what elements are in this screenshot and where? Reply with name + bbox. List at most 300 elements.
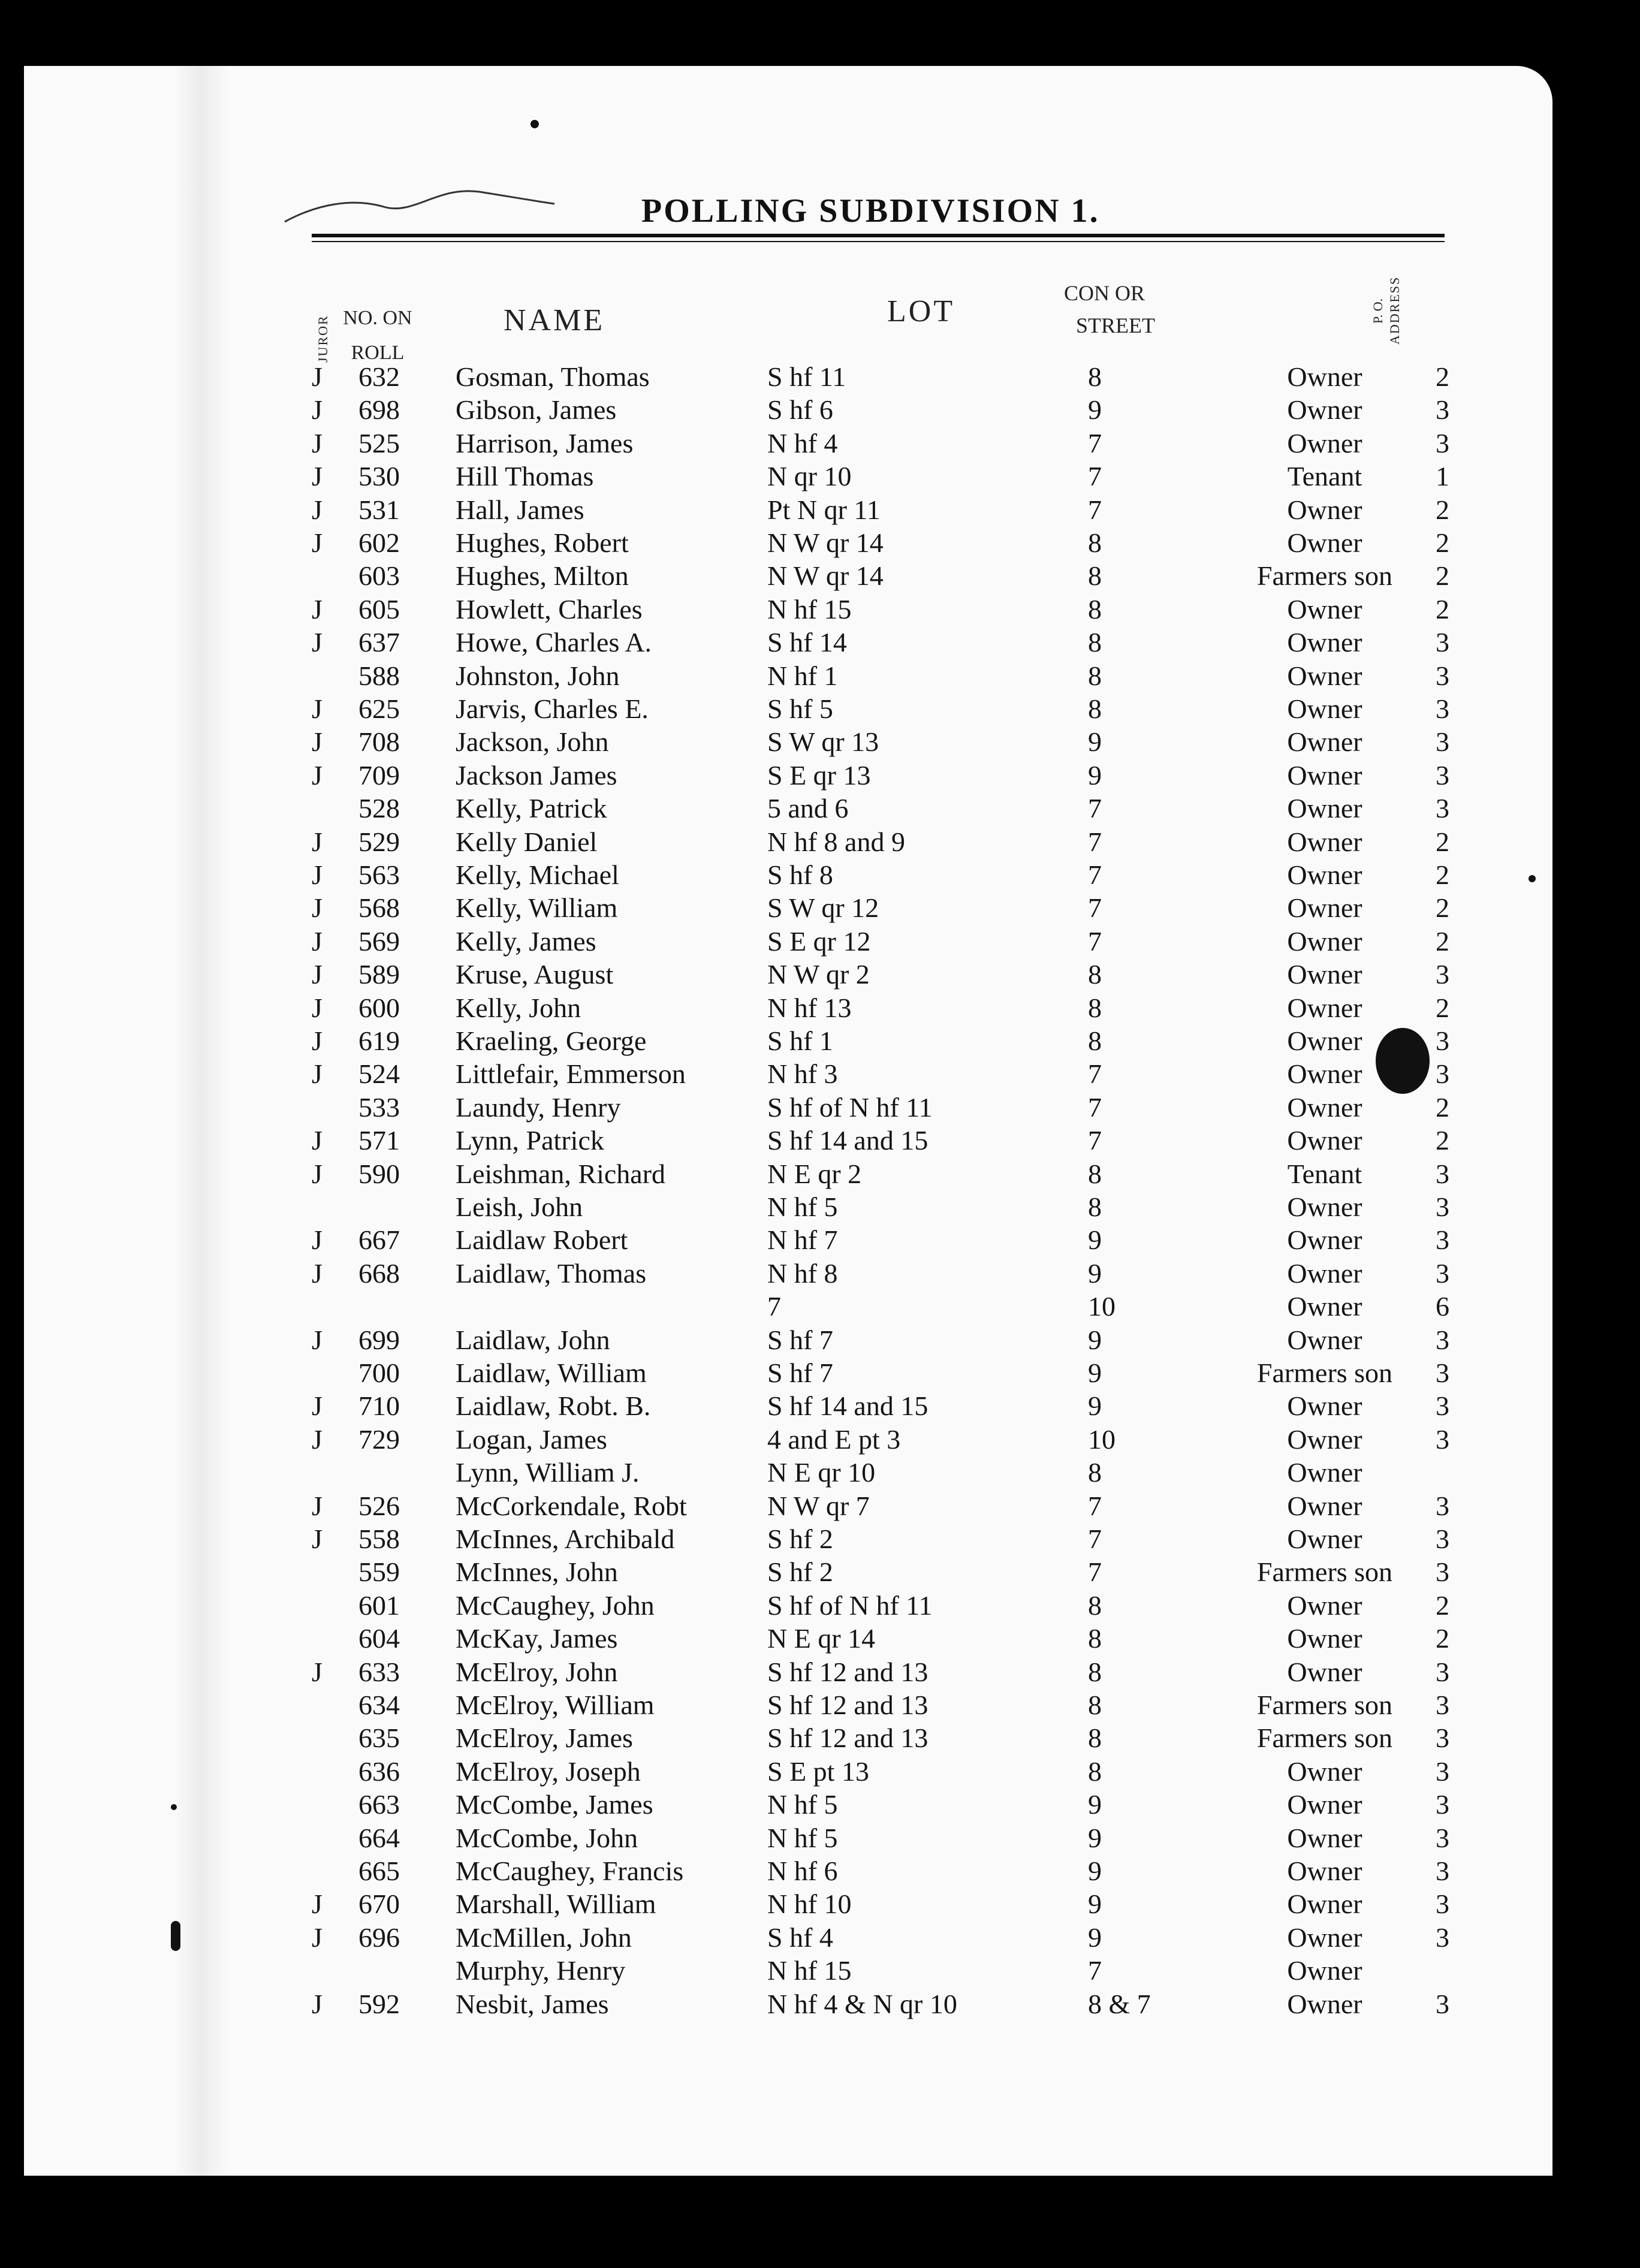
po-address: 3 (1436, 1192, 1449, 1222)
table-row (24, 1922, 1552, 1955)
juror-mark: J (312, 494, 322, 525)
tenure-status: Owner (1287, 1291, 1362, 1322)
table-row (24, 1556, 1552, 1590)
concession: 7 (1088, 826, 1102, 857)
concession: 7 (1088, 1490, 1102, 1521)
tenure-status: Owner (1287, 1324, 1362, 1355)
concession: 9 (1088, 394, 1102, 426)
lot-description: N hf 4 (767, 427, 838, 459)
tenure-status: Owner (1287, 1058, 1362, 1090)
table-row (24, 1224, 1552, 1257)
juror-header: JUROR (315, 315, 330, 363)
lot-description: S E qr 13 (767, 759, 871, 791)
tenure-status: Owner (1287, 1756, 1362, 1787)
tenure-status: Owner (1287, 394, 1362, 426)
tenure-status: Tenant (1287, 461, 1362, 492)
ink-speck (530, 120, 539, 128)
voter-name: Marshall, William (456, 1889, 656, 1920)
concession: 9 (1088, 1257, 1102, 1289)
po-address: 3 (1436, 1557, 1449, 1588)
concession: 7 (1088, 1955, 1102, 1986)
concession: 7 (1088, 793, 1102, 824)
tenure-status: Farmers son (1256, 1690, 1393, 1720)
concession: 7 (1088, 1091, 1102, 1123)
roll-number: 619 (358, 1026, 400, 1056)
table-row (24, 859, 1552, 892)
concession: 9 (1088, 1225, 1102, 1256)
lot-description: S hf 12 and 13 (767, 1690, 928, 1720)
tenure-status: Owner (1287, 1225, 1362, 1256)
lot-description: S hf 1 (767, 1026, 833, 1056)
po-address: 2 (1436, 925, 1449, 957)
po-address: 3 (1436, 660, 1449, 691)
voter-name: McElroy, John (456, 1656, 618, 1687)
juror-mark: J (312, 759, 322, 791)
concession: 10 (1088, 1423, 1116, 1455)
table-row (24, 427, 1552, 461)
juror-mark: J (312, 627, 322, 658)
tenure-status: Owner (1287, 1192, 1362, 1222)
lot-description: N qr 10 (767, 461, 852, 492)
table-row (24, 1722, 1552, 1756)
roll-number: 634 (358, 1690, 400, 1720)
juror-mark: J (312, 461, 322, 492)
lot-description: N hf 8 (767, 1257, 838, 1289)
po-address: 6 (1436, 1291, 1449, 1322)
concession: 8 (1088, 1756, 1102, 1787)
juror-mark: J (312, 826, 322, 857)
tenure-status: Owner (1287, 1423, 1362, 1455)
tenure-status: Owner (1287, 1889, 1362, 1920)
table-row (24, 1756, 1552, 1789)
tenure-status: Owner (1287, 992, 1362, 1023)
roll-number: 603 (358, 560, 400, 592)
juror-mark: J (312, 394, 322, 426)
voter-name: Kelly, Michael (456, 859, 619, 890)
concession: 9 (1088, 1391, 1102, 1422)
tenure-status: Owner (1287, 1524, 1362, 1554)
juror-mark: J (312, 527, 322, 558)
tenure-status: Owner (1287, 494, 1362, 525)
tenure-status: Owner (1287, 1656, 1362, 1687)
table-row (24, 1158, 1552, 1192)
juror-mark: J (312, 1490, 322, 1521)
roll-number: 637 (358, 627, 400, 658)
po-address: 2 (1436, 361, 1449, 392)
roll-number: 710 (358, 1391, 400, 1422)
table-row (24, 560, 1552, 593)
po-address: 2 (1436, 560, 1449, 592)
concession: 9 (1088, 1789, 1102, 1820)
tenure-status: Owner (1287, 892, 1362, 924)
concession: 8 (1088, 593, 1102, 625)
voter-name: Kruse, August (456, 959, 614, 990)
juror-mark: J (312, 1656, 322, 1687)
po-address: 3 (1436, 1391, 1449, 1422)
po-address: 3 (1436, 1225, 1449, 1256)
con-street-header: CON OR STREET (1064, 281, 1155, 337)
roll-number: 605 (358, 593, 400, 625)
lot-description: S E qr 12 (767, 925, 871, 957)
concession: 7 (1088, 859, 1102, 890)
voter-name: McCombe, James (456, 1789, 653, 1820)
concession: 9 (1088, 1358, 1102, 1388)
juror-mark: J (312, 1988, 322, 2019)
table-row (24, 992, 1552, 1026)
tenure-status: Owner (1287, 1988, 1362, 2019)
po-address: 3 (1436, 1723, 1449, 1754)
voter-name: Jackson, John (456, 726, 609, 758)
tenure-status: Owner (1287, 1457, 1362, 1488)
lot-description: N hf 5 (767, 1192, 838, 1222)
tenure-status: Farmers son (1256, 560, 1393, 592)
lot-description: N W qr 14 (767, 560, 884, 592)
po-address: 3 (1436, 726, 1449, 758)
voter-name: Johnston, John (456, 660, 620, 691)
table-row (24, 892, 1552, 925)
po-address: 3 (1436, 394, 1449, 426)
tenure-status: Tenant (1287, 1158, 1362, 1189)
voter-name: Laidlaw Robert (456, 1225, 628, 1256)
table-row (24, 1822, 1552, 1856)
tenure-status: Owner (1287, 660, 1362, 691)
roll-number: 588 (358, 660, 400, 691)
lot-description: N hf 13 (767, 992, 852, 1023)
po-address: 2 (1436, 892, 1449, 924)
roll-number: 709 (358, 759, 400, 791)
lot-description: N hf 8 and 9 (767, 826, 905, 857)
tenure-status: Owner (1287, 1125, 1362, 1156)
tenure-status: Owner (1287, 1026, 1362, 1056)
po-address: 3 (1436, 1922, 1449, 1953)
table-row (24, 1490, 1552, 1524)
tenure-status: Owner (1287, 1789, 1362, 1820)
table-row (24, 792, 1552, 826)
roll-number: 530 (358, 461, 400, 492)
lot-description: S hf 8 (767, 859, 833, 890)
table-row (24, 1290, 1552, 1324)
tenure-status: Farmers son (1256, 1723, 1393, 1754)
roll-number: 592 (358, 1988, 400, 2019)
voter-name: McElroy, William (456, 1690, 655, 1720)
po-address: 3 (1436, 1524, 1449, 1554)
table-row (24, 726, 1552, 759)
concession: 8 (1088, 1026, 1102, 1056)
roll-number: 670 (358, 1889, 400, 1920)
table-row (24, 1523, 1552, 1557)
po-address: 3 (1436, 1856, 1449, 1886)
concession: 8 (1088, 1623, 1102, 1654)
tenure-status: Owner (1287, 1623, 1362, 1654)
concession: 8 (1088, 992, 1102, 1023)
concession: 8 (1088, 1656, 1102, 1687)
table-row (24, 1091, 1552, 1125)
lot-description: N hf 3 (767, 1058, 838, 1090)
juror-mark: J (312, 1058, 322, 1090)
concession: 8 (1088, 1723, 1102, 1754)
concession: 7 (1088, 461, 1102, 492)
juror-mark: J (312, 925, 322, 957)
voter-name: Leishman, Richard (456, 1158, 666, 1189)
juror-mark: J (312, 427, 322, 459)
lot-description: N W qr 7 (767, 1490, 870, 1521)
table-row (24, 1390, 1552, 1423)
roll-number: 533 (358, 1091, 400, 1123)
roll-number: 625 (358, 693, 400, 724)
voter-name: Jackson James (456, 759, 617, 791)
roll-number: 569 (358, 925, 400, 957)
tenure-status: Owner (1287, 1590, 1362, 1621)
tenure-status: Owner (1287, 1091, 1362, 1123)
voter-name: Laidlaw, Robt. B. (456, 1391, 651, 1422)
voter-name: Laidlaw, William (456, 1358, 647, 1388)
po-address: 2 (1436, 593, 1449, 625)
po-address: 2 (1436, 494, 1449, 525)
table-row (24, 1456, 1552, 1490)
po-address: 2 (1436, 527, 1449, 558)
lot-description: S hf 7 (767, 1324, 833, 1355)
po-address: 2 (1436, 992, 1449, 1023)
table-row (24, 1888, 1552, 1922)
juror-mark: J (312, 992, 322, 1023)
lot-description: S hf 2 (767, 1557, 833, 1588)
table-row (24, 1656, 1552, 1690)
po-address: 3 (1436, 1756, 1449, 1787)
concession: 8 (1088, 660, 1102, 691)
table-row (24, 527, 1552, 560)
tenure-status: Owner (1287, 1490, 1362, 1521)
juror-mark: J (312, 1922, 322, 1953)
concession: 8 (1088, 693, 1102, 724)
table-row (24, 1423, 1552, 1457)
tenure-status: Owner (1287, 527, 1362, 558)
tenure-status: Owner (1287, 859, 1362, 890)
roll-number: 590 (358, 1158, 400, 1189)
voter-name: McKay, James (456, 1623, 618, 1654)
lot-description: S hf of N hf 11 (767, 1590, 933, 1621)
juror-mark: J (312, 1324, 322, 1355)
concession: 8 (1088, 1590, 1102, 1621)
lot-description: N hf 5 (767, 1822, 838, 1853)
roll-number: 589 (358, 959, 400, 990)
voter-name: Logan, James (456, 1423, 607, 1455)
po-address: 3 (1436, 1026, 1449, 1056)
roll-number: 529 (358, 826, 400, 857)
roll-number: 600 (358, 992, 400, 1023)
lot-description: S hf 14 and 15 (767, 1125, 928, 1156)
roll-number: 632 (358, 361, 400, 392)
juror-mark: J (312, 1158, 322, 1189)
juror-mark: J (312, 1423, 322, 1455)
hand-drawn-swoosh (282, 180, 557, 228)
voter-name: Littlefair, Emmerson (456, 1058, 686, 1090)
po-address: 3 (1436, 1490, 1449, 1521)
lot-description: S hf 14 (767, 627, 847, 658)
juror-mark: J (312, 859, 322, 890)
lot-description: S hf 11 (767, 361, 846, 392)
roll-number: 568 (358, 892, 400, 924)
table-row (24, 593, 1552, 627)
table-row (24, 1622, 1552, 1656)
roll-number: 524 (358, 1058, 400, 1090)
po-address: 3 (1436, 1324, 1449, 1355)
voter-name: Lynn, William J. (456, 1457, 640, 1488)
voter-name: Laundy, Henry (456, 1091, 621, 1123)
voter-name: Kraeling, George (456, 1026, 647, 1056)
po-address: 3 (1436, 693, 1449, 724)
tenure-status: Owner (1287, 1257, 1362, 1289)
tenure-status: Owner (1287, 693, 1362, 724)
concession: 7 (1088, 1125, 1102, 1156)
voter-name: Howe, Charles A. (456, 627, 652, 658)
lot-description: N E qr 10 (767, 1457, 876, 1488)
voter-name: Laidlaw, John (456, 1324, 610, 1355)
po-address: 3 (1436, 1423, 1449, 1455)
voter-name: Hughes, Milton (456, 560, 629, 592)
tenure-status: Owner (1287, 1922, 1362, 1953)
tenure-status: Owner (1287, 1856, 1362, 1886)
voter-name: Lynn, Patrick (456, 1125, 604, 1156)
header-rule-thick (312, 234, 1445, 237)
tenure-status: Owner (1287, 793, 1362, 824)
concession: 7 (1088, 427, 1102, 459)
concession: 7 (1088, 892, 1102, 924)
po-address: 3 (1436, 1656, 1449, 1687)
name-header: NAME (504, 303, 605, 337)
lot-description: N hf 7 (767, 1225, 838, 1256)
voter-name: McCombe, John (456, 1822, 638, 1853)
concession: 8 (1088, 1457, 1102, 1488)
concession: 8 (1088, 527, 1102, 558)
concession: 8 (1088, 1158, 1102, 1189)
tenure-status: Owner (1287, 593, 1362, 625)
roll-number: 636 (358, 1756, 400, 1787)
concession: 8 & 7 (1088, 1988, 1151, 2019)
concession: 9 (1088, 1822, 1102, 1853)
po-address: 3 (1436, 1158, 1449, 1189)
roll-number: 708 (358, 726, 400, 758)
po-address: 3 (1436, 1058, 1449, 1090)
voter-name: McElroy, Joseph (456, 1756, 641, 1787)
roll-number: 531 (358, 494, 400, 525)
table-row (24, 394, 1552, 427)
lot-description: N hf 5 (767, 1789, 838, 1820)
concession: 7 (1088, 1524, 1102, 1554)
tenure-status: Owner (1287, 726, 1362, 758)
po-address: 3 (1436, 427, 1449, 459)
voter-name: Hall, James (456, 494, 584, 525)
concession: 7 (1088, 925, 1102, 957)
po-address: 3 (1436, 1822, 1449, 1853)
po-address: 3 (1436, 1690, 1449, 1720)
table-row (24, 361, 1552, 394)
lot-header: LOT (887, 294, 955, 328)
roll-number: 635 (358, 1723, 400, 1754)
voter-name: McCaughey, Francis (456, 1856, 684, 1886)
roll-number: 525 (358, 427, 400, 459)
header-rule-thin (312, 241, 1445, 242)
tenure-status: Farmers son (1256, 1557, 1393, 1588)
lot-description: N hf 15 (767, 1955, 852, 1986)
lot-description: S hf of N hf 11 (767, 1091, 933, 1123)
lot-description: S W qr 12 (767, 892, 879, 924)
table-row (24, 1955, 1552, 1988)
concession: 8 (1088, 560, 1102, 592)
roll-number: 664 (358, 1822, 400, 1853)
table-row (24, 1988, 1552, 2022)
voter-name: Gibson, James (456, 394, 617, 426)
po-address: 2 (1436, 1125, 1449, 1156)
roll-number: 700 (358, 1358, 400, 1388)
roll-number: 563 (358, 859, 400, 890)
juror-mark: J (312, 693, 322, 724)
table-row (24, 660, 1552, 693)
juror-mark: J (312, 1257, 322, 1289)
concession: 8 (1088, 1192, 1102, 1222)
lot-description: N E qr 2 (767, 1158, 862, 1189)
voter-name: Kelly, James (456, 925, 596, 957)
po-address: 1 (1436, 461, 1449, 492)
lot-description: N W qr 14 (767, 527, 884, 558)
no-on-roll-header: NO. ON ROLL (343, 307, 412, 364)
po-address: 2 (1436, 859, 1449, 890)
concession: 8 (1088, 1690, 1102, 1720)
tenure-status: Owner (1287, 1955, 1362, 1986)
lot-description: N E qr 14 (767, 1623, 876, 1654)
tenure-status: Owner (1287, 627, 1362, 658)
roll-number: 571 (358, 1125, 400, 1156)
table-row (24, 1124, 1552, 1158)
lot-description: 7 (767, 1291, 781, 1322)
po-address-header: P. O. ADDRESS (1370, 276, 1402, 345)
lot-description: S hf 12 and 13 (767, 1723, 928, 1754)
table-row (24, 626, 1552, 660)
roll-number: 602 (358, 527, 400, 558)
table-row (24, 958, 1552, 992)
roll-number: 668 (358, 1257, 400, 1289)
table-row (24, 1191, 1552, 1225)
juror-mark: J (312, 1391, 322, 1422)
voter-name: Kelly, Patrick (456, 793, 607, 824)
concession: 7 (1088, 1058, 1102, 1090)
concession: 7 (1088, 494, 1102, 525)
roll-number: 729 (358, 1423, 400, 1455)
roll-number: 696 (358, 1922, 400, 1953)
lot-description: 5 and 6 (767, 793, 849, 824)
table-row (24, 1257, 1552, 1291)
lot-description: S hf 5 (767, 693, 833, 724)
table-row (24, 460, 1552, 494)
table-row (24, 1789, 1552, 1822)
roll-number: 528 (358, 793, 400, 824)
voter-name: Kelly, William (456, 892, 618, 924)
voter-name: Gosman, Thomas (456, 361, 650, 392)
lot-description: N hf 6 (767, 1856, 838, 1886)
juror-mark: J (312, 959, 322, 990)
roll-number: 559 (358, 1557, 400, 1588)
voter-name: McMillen, John (456, 1922, 632, 1953)
juror-mark: J (312, 361, 322, 392)
juror-mark: J (312, 1524, 322, 1554)
tenure-status: Owner (1287, 959, 1362, 990)
tenure-status: Owner (1287, 1391, 1362, 1422)
table-row (24, 693, 1552, 726)
table-row (24, 826, 1552, 859)
voter-name: Jarvis, Charles E. (456, 693, 649, 724)
lot-description: N hf 4 & N qr 10 (767, 1988, 957, 2019)
roll-number: 604 (358, 1623, 400, 1654)
tenure-status: Owner (1287, 427, 1362, 459)
